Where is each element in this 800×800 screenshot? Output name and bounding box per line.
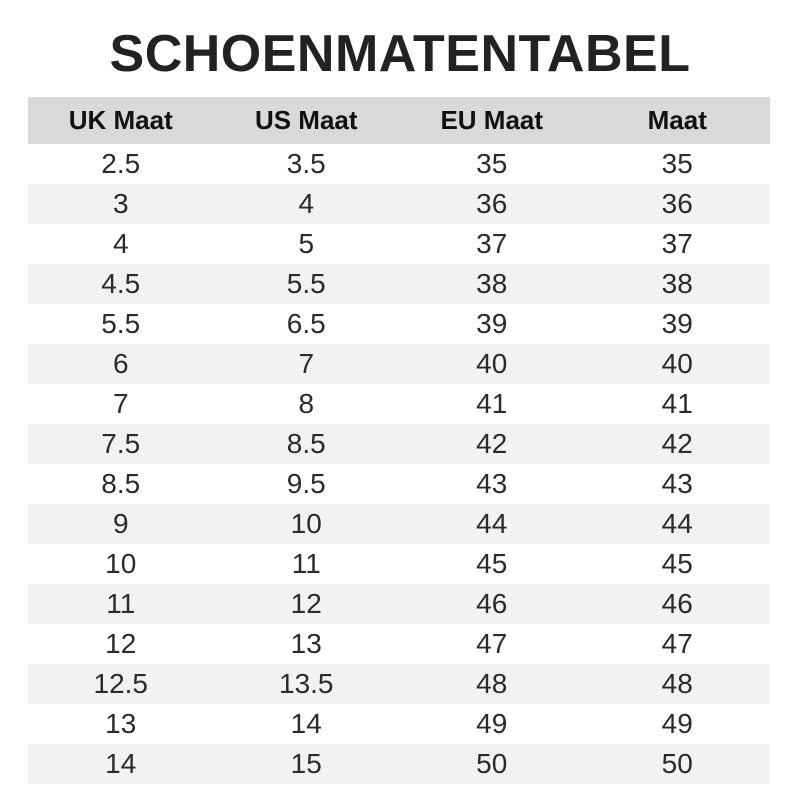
cell-uk-maat: 11 xyxy=(28,584,214,624)
header-row xyxy=(28,97,770,144)
cell-uk-maat: 6 xyxy=(28,344,214,384)
page-title: SCHOENMATENTABEL xyxy=(109,25,691,83)
cell-us-maat: 7 xyxy=(214,344,400,384)
table-row xyxy=(28,584,770,624)
cell-maat: 39 xyxy=(585,304,771,344)
cell-eu-maat: 46 xyxy=(399,584,585,624)
table-row xyxy=(28,304,770,344)
cell-maat: 36 xyxy=(585,184,771,224)
cell-us-maat: 15 xyxy=(214,744,400,784)
cell-maat: 40 xyxy=(585,344,771,384)
cell-eu-maat: 43 xyxy=(399,464,585,504)
cell-uk-maat: 14 xyxy=(28,744,214,784)
table-row xyxy=(28,344,770,384)
cell-eu-maat: 35 xyxy=(399,144,585,184)
cell-us-maat: 3.5 xyxy=(214,144,400,184)
table-row xyxy=(28,264,770,304)
cell-eu-maat: 49 xyxy=(399,704,585,744)
cell-maat: 42 xyxy=(585,424,771,464)
cell-eu-maat: 45 xyxy=(399,544,585,584)
cell-eu-maat: 48 xyxy=(399,664,585,704)
table-row xyxy=(28,544,770,584)
cell-eu-maat: 47 xyxy=(399,624,585,664)
cell-maat: 38 xyxy=(585,264,771,304)
cell-maat: 50 xyxy=(585,744,771,784)
cell-uk-maat: 12 xyxy=(28,624,214,664)
cell-us-maat: 11 xyxy=(214,544,400,584)
header-maat: Maat xyxy=(585,97,771,144)
cell-maat: 41 xyxy=(585,384,771,424)
cell-uk-maat: 3 xyxy=(28,184,214,224)
cell-uk-maat: 4.5 xyxy=(28,264,214,304)
cell-maat: 44 xyxy=(585,504,771,544)
cell-us-maat: 6.5 xyxy=(214,304,400,344)
header-us-maat: US Maat xyxy=(214,97,400,144)
table-row xyxy=(28,464,770,504)
cell-eu-maat: 50 xyxy=(399,744,585,784)
table-row xyxy=(28,744,770,784)
cell-us-maat: 13.5 xyxy=(214,664,400,704)
cell-maat: 49 xyxy=(585,704,771,744)
cell-us-maat: 13 xyxy=(214,624,400,664)
cell-us-maat: 12 xyxy=(214,584,400,624)
cell-eu-maat: 38 xyxy=(399,264,585,304)
cell-uk-maat: 13 xyxy=(28,704,214,744)
table-row xyxy=(28,384,770,424)
cell-maat: 48 xyxy=(585,664,771,704)
cell-us-maat: 8.5 xyxy=(214,424,400,464)
cell-eu-maat: 36 xyxy=(399,184,585,224)
table-row xyxy=(28,704,770,744)
cell-maat: 43 xyxy=(585,464,771,504)
cell-maat: 47 xyxy=(585,624,771,664)
cell-us-maat: 4 xyxy=(214,184,400,224)
header-eu-maat: EU Maat xyxy=(399,97,585,144)
cell-uk-maat: 7 xyxy=(28,384,214,424)
cell-uk-maat: 4 xyxy=(28,224,214,264)
cell-eu-maat: 42 xyxy=(399,424,585,464)
table-row xyxy=(28,664,770,704)
cell-eu-maat: 41 xyxy=(399,384,585,424)
cell-us-maat: 5 xyxy=(214,224,400,264)
cell-uk-maat: 8.5 xyxy=(28,464,214,504)
cell-eu-maat: 37 xyxy=(399,224,585,264)
cell-uk-maat: 7.5 xyxy=(28,424,214,464)
cell-uk-maat: 9 xyxy=(28,504,214,544)
cell-maat: 37 xyxy=(585,224,771,264)
table-row xyxy=(28,224,770,264)
table-body xyxy=(28,144,770,784)
table-row xyxy=(28,624,770,664)
cell-us-maat: 8 xyxy=(214,384,400,424)
cell-us-maat: 14 xyxy=(214,704,400,744)
cell-eu-maat: 40 xyxy=(399,344,585,384)
table-row xyxy=(28,504,770,544)
table-row xyxy=(28,184,770,224)
cell-eu-maat: 44 xyxy=(399,504,585,544)
cell-us-maat: 9.5 xyxy=(214,464,400,504)
cell-uk-maat: 10 xyxy=(28,544,214,584)
cell-uk-maat: 12.5 xyxy=(28,664,214,704)
table-row xyxy=(28,144,770,184)
cell-uk-maat: 5.5 xyxy=(28,304,214,344)
cell-maat: 35 xyxy=(585,144,771,184)
table-row xyxy=(28,424,770,464)
cell-maat: 46 xyxy=(585,584,771,624)
shoe-size-table xyxy=(28,97,770,784)
cell-uk-maat: 2.5 xyxy=(28,144,214,184)
cell-maat: 45 xyxy=(585,544,771,584)
cell-eu-maat: 39 xyxy=(399,304,585,344)
header-uk-maat: UK Maat xyxy=(28,97,214,144)
cell-us-maat: 10 xyxy=(214,504,400,544)
cell-us-maat: 5.5 xyxy=(214,264,400,304)
